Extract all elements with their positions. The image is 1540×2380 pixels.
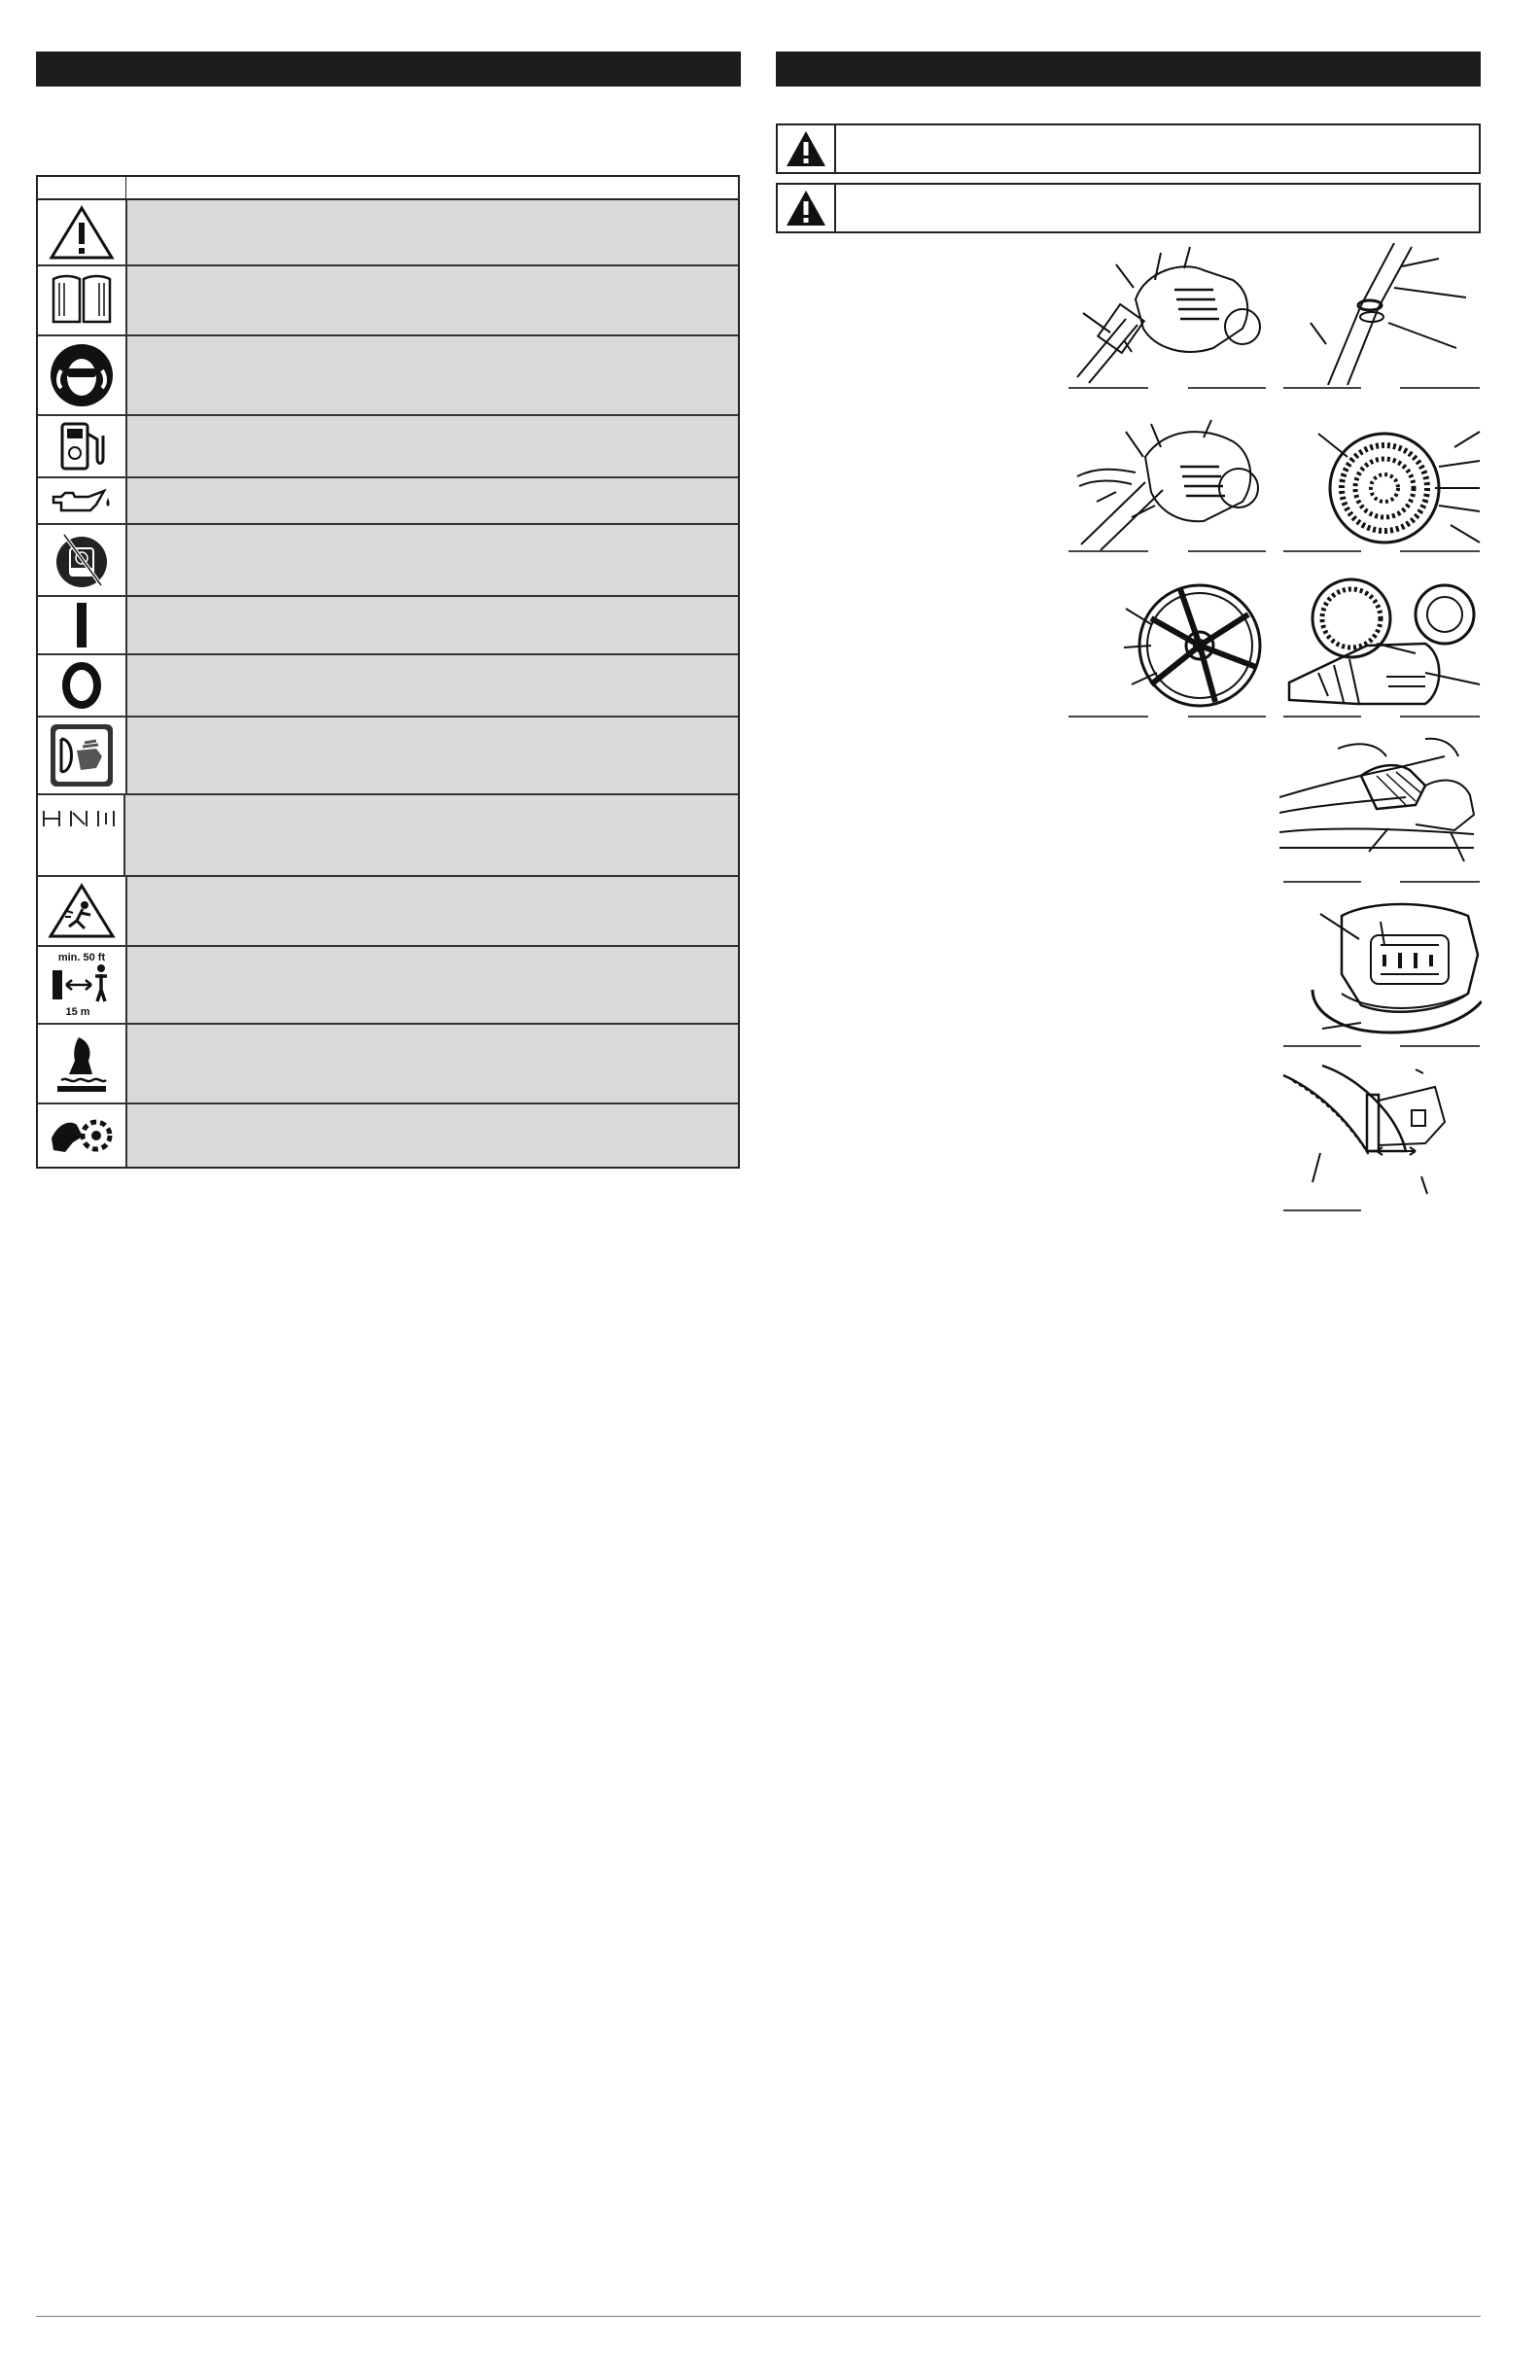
table-row bbox=[38, 597, 738, 655]
no-e85-fuel-icon bbox=[51, 529, 113, 591]
figure-bag-attach bbox=[1303, 896, 1482, 1040]
on-start-icon bbox=[62, 601, 101, 649]
table-row bbox=[38, 795, 738, 877]
symbol-table bbox=[36, 175, 740, 1169]
operator-manual-icon bbox=[48, 271, 116, 330]
choke-positions-icon bbox=[40, 807, 122, 830]
table-row bbox=[38, 336, 738, 416]
figure-caption-rule bbox=[1283, 387, 1361, 389]
figure-caption-rule bbox=[1283, 1209, 1361, 1211]
distance-metric-label: 15 m bbox=[65, 1006, 90, 1018]
figure-caption-rule bbox=[1283, 1045, 1361, 1047]
figure-engine-tube-attach bbox=[1068, 241, 1262, 385]
figure-caption-rule bbox=[1400, 1045, 1480, 1047]
warning-triangle-icon bbox=[785, 189, 827, 228]
table-row bbox=[38, 478, 738, 525]
figure-caption-rule bbox=[1188, 550, 1266, 552]
keep-bystanders-away-icon bbox=[43, 949, 121, 1021]
warning-triangle-icon bbox=[48, 203, 116, 262]
fuel-pump-icon bbox=[52, 420, 111, 472]
table-row bbox=[38, 525, 738, 597]
eye-ear-protection-icon bbox=[48, 341, 116, 409]
figure-caption-rule bbox=[1400, 881, 1480, 883]
figure-hand-on-tube bbox=[1068, 408, 1262, 550]
table-row bbox=[38, 655, 738, 718]
section-header-bar-right bbox=[776, 52, 1481, 87]
table-row bbox=[38, 1104, 738, 1167]
figure-caption-rule bbox=[1068, 716, 1148, 718]
warning-triangle-icon bbox=[785, 129, 827, 168]
hot-surface-icon bbox=[50, 1032, 114, 1096]
warning-box bbox=[776, 183, 1481, 233]
figure-caption-rule bbox=[1400, 387, 1480, 389]
figure-shoulder-strap bbox=[1279, 737, 1482, 875]
section-header-bar-left bbox=[36, 52, 741, 87]
figure-caption-rule bbox=[1283, 716, 1361, 718]
table-row bbox=[38, 200, 738, 266]
rotating-impeller-icon bbox=[48, 1109, 116, 1162]
figure-vacuum-nozzle bbox=[1279, 576, 1482, 712]
figure-caption-rule bbox=[1400, 550, 1480, 552]
table-row bbox=[38, 1025, 738, 1104]
distance-imperial-label: min. 50 ft bbox=[57, 952, 106, 963]
footer-rule bbox=[36, 2316, 1481, 2317]
figure-caption-rule bbox=[1283, 550, 1361, 552]
oil-can-icon bbox=[48, 483, 116, 518]
figure-tube-elbow bbox=[1279, 1062, 1482, 1208]
figure-caption-rule bbox=[1283, 881, 1361, 883]
off-stop-icon bbox=[57, 661, 106, 710]
table-row bbox=[38, 266, 738, 336]
warning-box bbox=[776, 123, 1481, 174]
figure-caption-rule bbox=[1068, 550, 1148, 552]
figure-impeller-blades bbox=[1122, 579, 1268, 712]
figure-caption-rule bbox=[1188, 387, 1266, 389]
table-header bbox=[38, 177, 738, 200]
figure-caption-rule bbox=[1400, 716, 1480, 718]
thrown-objects-icon bbox=[48, 882, 116, 940]
figure-tube-joint bbox=[1293, 243, 1488, 385]
figure-impeller-intake bbox=[1309, 428, 1484, 548]
table-row bbox=[38, 416, 738, 478]
figure-caption-rule bbox=[1068, 387, 1148, 389]
figure-caption-rule bbox=[1188, 716, 1266, 718]
table-row bbox=[38, 877, 738, 947]
table-row bbox=[38, 718, 738, 795]
primer-bulb-icon bbox=[48, 721, 116, 789]
table-row bbox=[38, 947, 738, 1025]
